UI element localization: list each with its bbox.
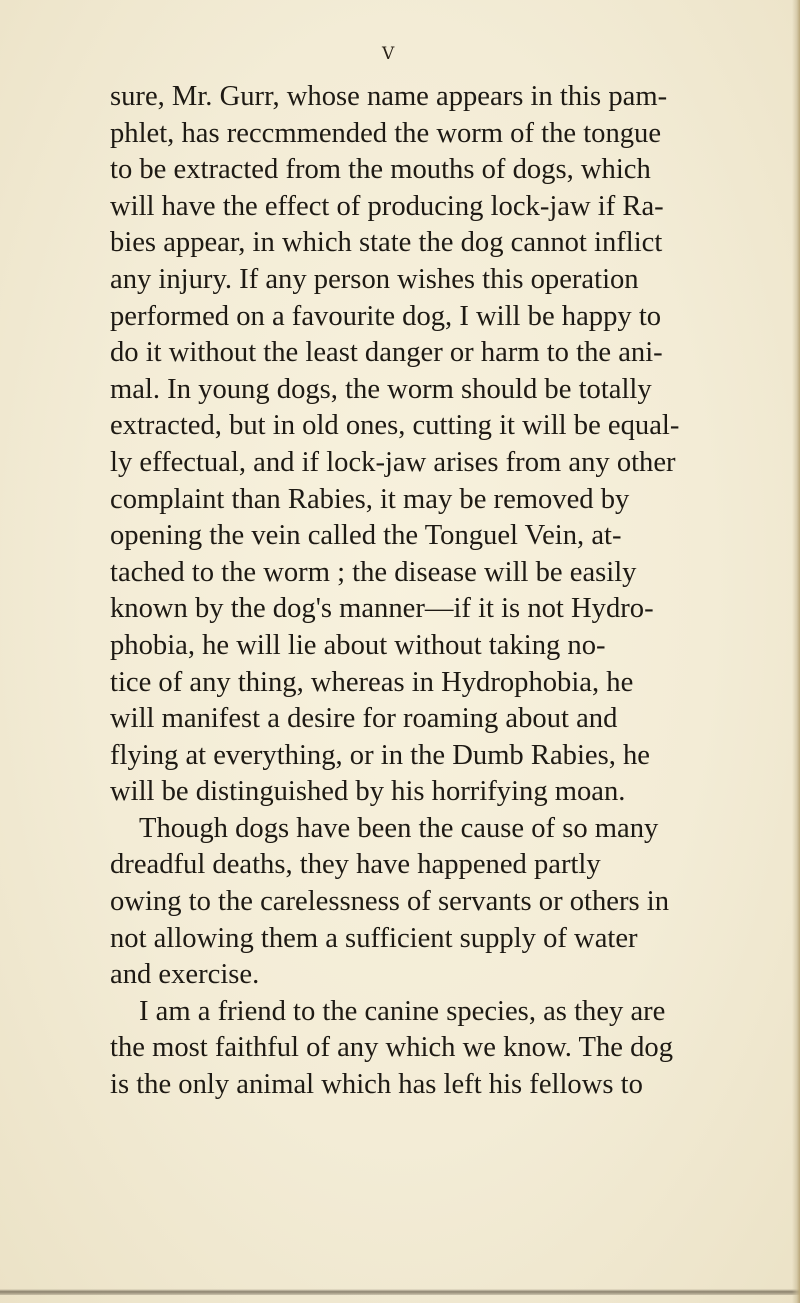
text-line: will have the effect of producing lock-jaw if Ra-: [110, 190, 664, 222]
text-line: is the only animal which has left his fellows to: [110, 1069, 643, 1101]
text-line: bies appear, in which state the dog cannot inflict: [110, 227, 663, 259]
text-line: mal. In young dogs, the worm should be totally: [110, 373, 652, 405]
text-line: Though dogs have been the cause of so many: [139, 812, 659, 844]
text-line: to be extracted from the mouths of dogs, which: [110, 154, 651, 186]
text-line: dreadful deaths, they have happened partly: [110, 849, 601, 881]
text-line: tice of any thing, whereas in Hydrophobia, he: [110, 666, 634, 698]
text-line: phlet, has reccmmended the worm of the tongue: [110, 117, 662, 149]
text-line: extracted, but in old ones, cutting it will be equal-: [110, 410, 680, 442]
text-line: owing to the carelessness of servants or others in: [110, 886, 670, 918]
text-line: flying at everything, or in the Dumb Rabies, he: [110, 739, 650, 771]
text-line: and exercise.: [110, 959, 260, 991]
text-line: any injury. If any person wishes this operation: [110, 263, 639, 295]
text-line: ly effectual, and if lock-jaw arises from any other: [110, 446, 676, 478]
text-line: will be distinguished by his horrifying moan.: [110, 776, 626, 808]
body-text: [110, 79, 710, 1104]
text-line: sure, Mr. Gurr, whose name appears in this pam-: [110, 81, 668, 112]
text-line: phobia, he will lie about without taking no-: [110, 629, 606, 661]
text-line: not allowing them a sufficient supply of water: [110, 922, 638, 954]
text-line: known by the dog's manner—if it is not Hydro-: [110, 593, 654, 625]
page-bottom-edge: [0, 1289, 800, 1295]
text-line: the most faithful of any which we know. The dog: [110, 1032, 674, 1064]
text-line: performed on a favourite dog, I will be happy to: [110, 300, 662, 332]
text-line: complaint than Rabies, it may be removed by: [110, 483, 630, 515]
text-line: I am a friend to the canine species, as they are: [139, 995, 666, 1027]
text-line: will manifest a desire for roaming about and: [110, 703, 618, 735]
text-line: opening the vein called the Tonguel Vein, at-: [110, 520, 622, 552]
page-right-edge: [792, 0, 800, 1303]
text-line: tached to the worm ; the disease will be easily: [110, 556, 637, 588]
signature-mark: V: [382, 44, 396, 64]
text-line: do it without the least danger or harm to the ani-: [110, 337, 663, 369]
